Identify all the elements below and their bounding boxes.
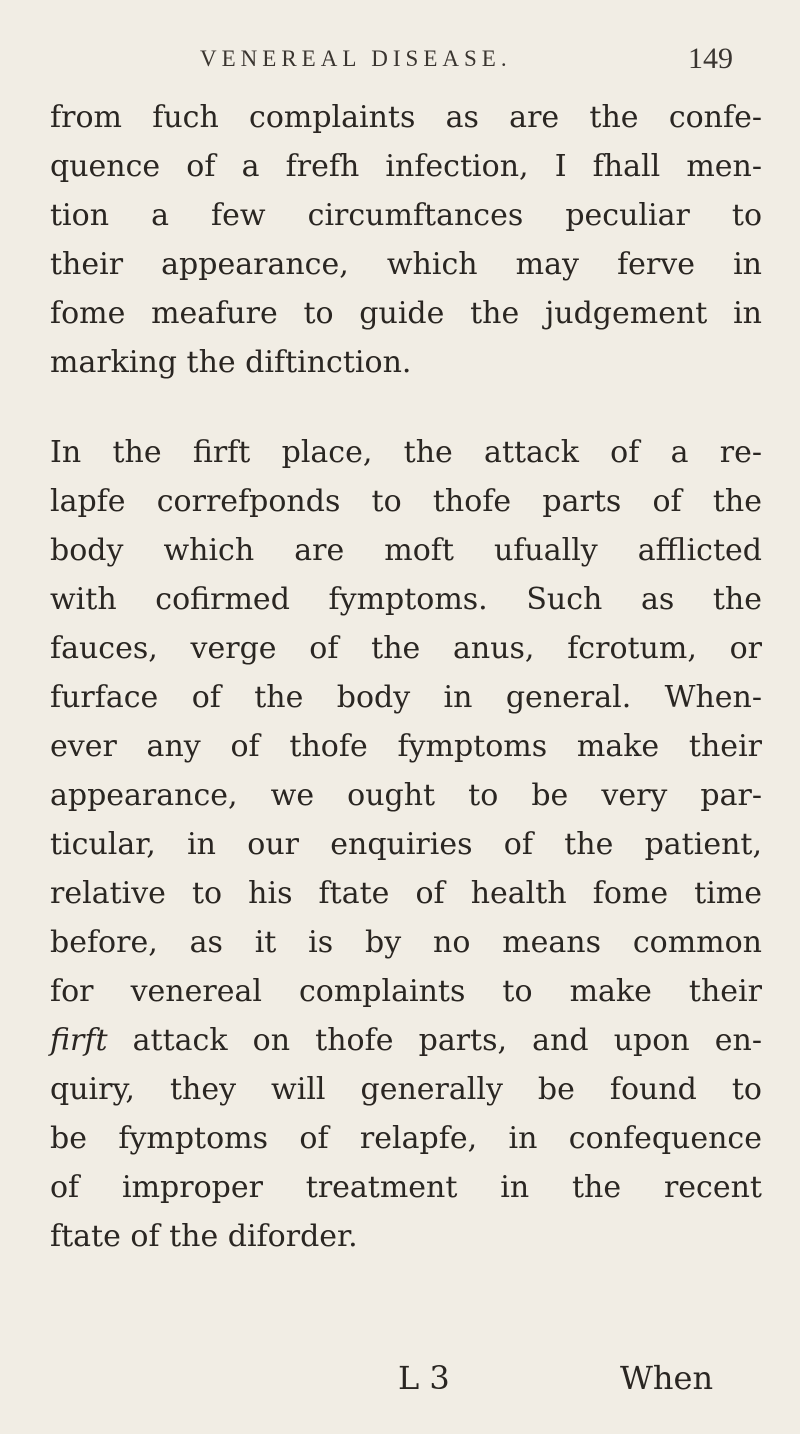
text-line: with cofirmed fymptoms. Such as the <box>50 582 762 617</box>
text-line: be fymptoms of relapfe, in confequence <box>50 1121 762 1156</box>
text-line: body which are moft ufually afflicted <box>50 533 762 568</box>
text-line: for venereal complaints to make their <box>50 974 762 1009</box>
text-line: quence of a frefh infection, I fhall men- <box>50 149 762 184</box>
catchword: When <box>620 1359 714 1397</box>
emphasis-word: firft <box>50 1023 108 1058</box>
text-line: from fuch complaints as are the confe- <box>50 100 762 135</box>
text-line: ever any of thofe fymptoms make their <box>50 729 762 764</box>
running-title: VENEREAL DISEASE. <box>200 46 512 71</box>
text-line: marking the diftinction. <box>50 345 412 380</box>
text-line: firft attack on thofe parts, and upon en- <box>50 1023 762 1058</box>
paragraph-2 <box>50 428 762 1261</box>
text-line: fome meafure to guide the judgement in <box>50 296 762 331</box>
page-number: 149 <box>688 42 733 75</box>
text-line: tion a few circumftances peculiar to <box>50 198 762 233</box>
text-line: before, as it is by no means common <box>50 925 762 960</box>
text-line: their appearance, which may ferve in <box>50 247 762 282</box>
text-line: fauces, verge of the anus, fcrotum, or <box>50 631 762 666</box>
text-line: quiry, they will generally be found to <box>50 1072 762 1107</box>
text-line: of improper treatment in the recent <box>50 1170 762 1205</box>
text-line: ftate of the diforder. <box>50 1219 358 1254</box>
text-line: relative to his ftate of health fome time <box>50 876 762 911</box>
text-line: ticular, in our enquiries of the patient, <box>50 827 762 862</box>
text-line: appearance, we ought to be very par- <box>50 778 762 813</box>
signature-mark: L 3 <box>398 1359 450 1397</box>
text-line: lapfe correfponds to thofe parts of the <box>50 484 762 519</box>
text-line: In the firft place, the attack of a re- <box>50 435 762 470</box>
text-line: furface of the body in general. When- <box>50 680 762 715</box>
paragraph-1 <box>50 93 762 387</box>
